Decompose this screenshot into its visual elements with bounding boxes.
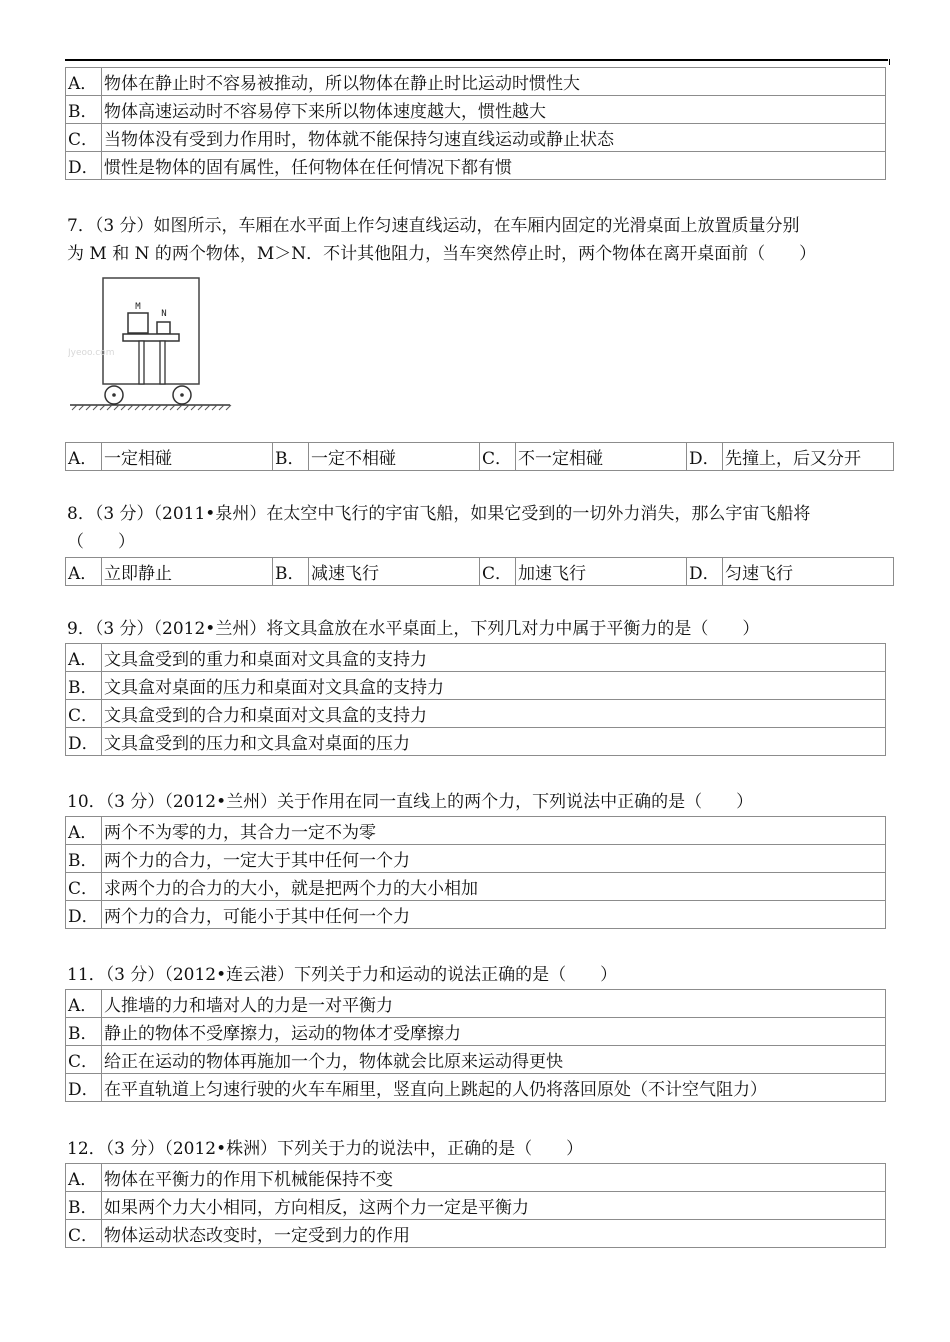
- q6-option-b[interactable]: B． 物体高速运动时不容易停下来所以物体速度越大，惯性越大: [66, 96, 886, 124]
- table-leg-left: [139, 341, 144, 384]
- q10-stem: 10．（3 分）（2012•兰州）关于作用在同一直线上的两个力，下列说法中正确的是（ ）: [67, 792, 754, 812]
- q8-option-b-letter[interactable]: B．: [273, 558, 309, 586]
- q8-option-c-text[interactable]: 加速飞行: [516, 558, 687, 586]
- header-rule: [65, 59, 888, 61]
- q8-option-d-letter[interactable]: D．: [687, 558, 723, 586]
- q6-option-a[interactable]: A． 物体在静止时不容易被推动，所以物体在静止时比运动时惯性大: [66, 68, 886, 96]
- q11-option-c[interactable]: C． 给正在运动的物体再施加一个力，物体就会比原来运动得更快: [66, 1046, 886, 1074]
- q12-option-b[interactable]: B． 如果两个力大小相同，方向相反，这两个力一定是平衡力: [66, 1192, 886, 1220]
- q12-options: [65, 1163, 886, 1248]
- block-m: [128, 313, 148, 333]
- q8-option-a-letter[interactable]: A．: [66, 558, 102, 586]
- q7-option-b-letter[interactable]: B．: [273, 443, 309, 471]
- carriage-box: [103, 278, 199, 384]
- q7-figure-cart: [68, 277, 234, 418]
- q12-stem: 12．（3 分）（2012•株洲）下列关于力的说法中，正确的是（ ）: [67, 1139, 584, 1159]
- q11-option-b[interactable]: B． 静止的物体不受摩擦力，运动的物体才受摩擦力: [66, 1018, 886, 1046]
- q7-stem-line1: 7．（3 分）如图所示，车厢在水平面上作匀速直线运动，在车厢内固定的光滑桌面上放置质量分别: [67, 216, 800, 236]
- table-top: [123, 334, 179, 341]
- q8-stem-line1: 8．（3 分）（2011•泉州）在太空中飞行的宇宙飞船，如果它受到的一切外力消失，那么宇宙飞船将: [67, 504, 811, 524]
- block-n: [157, 322, 170, 334]
- q9-option-b[interactable]: B． 文具盒对桌面的压力和桌面对文具盒的支持力: [66, 672, 886, 700]
- cart-diagram: [68, 277, 234, 413]
- q11-option-d[interactable]: D． 在平直轨道上匀速行驶的火车车厢里，竖直向上跳起的人仍将落回原处（不计空气阻力）: [66, 1074, 886, 1102]
- q9-stem: 9．（3 分）（2012•兰州）将文具盒放在水平桌面上，下列几对力中属于平衡力的是（ ）: [67, 619, 760, 639]
- q12-option-c[interactable]: C． 物体运动状态改变时，一定受到力的作用: [66, 1220, 886, 1248]
- q6-options: [65, 67, 886, 180]
- q8-option-a-text[interactable]: 立即静止: [102, 558, 273, 586]
- q11-stem: 11．（3 分）（2012•连云港）下列关于力和运动的说法正确的是（ ）: [67, 965, 618, 985]
- label-n: N: [161, 309, 167, 319]
- q7-option-b-text[interactable]: 一定不相碰: [309, 443, 480, 471]
- q8-option-d-text[interactable]: 匀速飞行: [723, 558, 894, 586]
- q12-option-a[interactable]: A． 物体在平衡力的作用下机械能保持不变: [66, 1164, 886, 1192]
- q7-options: [65, 442, 894, 471]
- q7-option-a-letter[interactable]: A．: [66, 443, 102, 471]
- q7-stem: [67, 212, 887, 268]
- q7-option-d-text[interactable]: 先撞上，后又分开: [723, 443, 894, 471]
- q10-options: [65, 816, 886, 929]
- q6-option-c[interactable]: C． 当物体没有受到力作用时，物体就不能保持匀速直线运动或静止状态: [66, 124, 886, 152]
- q9-option-a[interactable]: A． 文具盒受到的重力和桌面对文具盒的支持力: [66, 644, 886, 672]
- q7-option-d-letter[interactable]: D．: [687, 443, 723, 471]
- q8-options: [65, 557, 894, 586]
- q10-option-d[interactable]: D． 两个力的合力，可能小于其中任何一个力: [66, 901, 886, 929]
- q8-stem: [67, 500, 887, 556]
- q10-option-c[interactable]: C． 求两个力的合力的大小，就是把两个力的大小相加: [66, 873, 886, 901]
- q6-option-d[interactable]: D． 惯性是物体的固有属性，任何物体在任何情况下都有惯: [66, 152, 886, 180]
- q8-option-c-letter[interactable]: C．: [480, 558, 516, 586]
- q9-option-c[interactable]: C． 文具盒受到的合力和桌面对文具盒的支持力: [66, 700, 886, 728]
- q8-option-b-text[interactable]: 减速飞行: [309, 558, 480, 586]
- q8-stem-line2: （ ）: [67, 532, 135, 552]
- q7-option-c-letter[interactable]: C．: [480, 443, 516, 471]
- table-leg-right: [160, 341, 165, 384]
- q10-option-a[interactable]: A． 两个不为零的力，其合力一定不为零: [66, 817, 886, 845]
- label-m: M: [135, 302, 141, 312]
- q11-options: [65, 989, 886, 1102]
- watermark: Jyeoo.com: [68, 348, 115, 358]
- q9-option-d[interactable]: D． 文具盒受到的压力和文具盒对桌面的压力: [66, 728, 886, 756]
- q7-option-c-text[interactable]: 不一定相碰: [516, 443, 687, 471]
- q11-option-a[interactable]: A． 人推墙的力和墙对人的力是一对平衡力: [66, 990, 886, 1018]
- q10-option-b[interactable]: B． 两个力的合力，一定大于其中任何一个力: [66, 845, 886, 873]
- q7-option-a-text[interactable]: 一定相碰: [102, 443, 273, 471]
- q9-options: [65, 643, 886, 756]
- q7-stem-line2: 为 M 和 N 的两个物体，M＞N．不计其他阻力，当车突然停止时，两个物体在离开桌面前（ ）: [67, 244, 817, 264]
